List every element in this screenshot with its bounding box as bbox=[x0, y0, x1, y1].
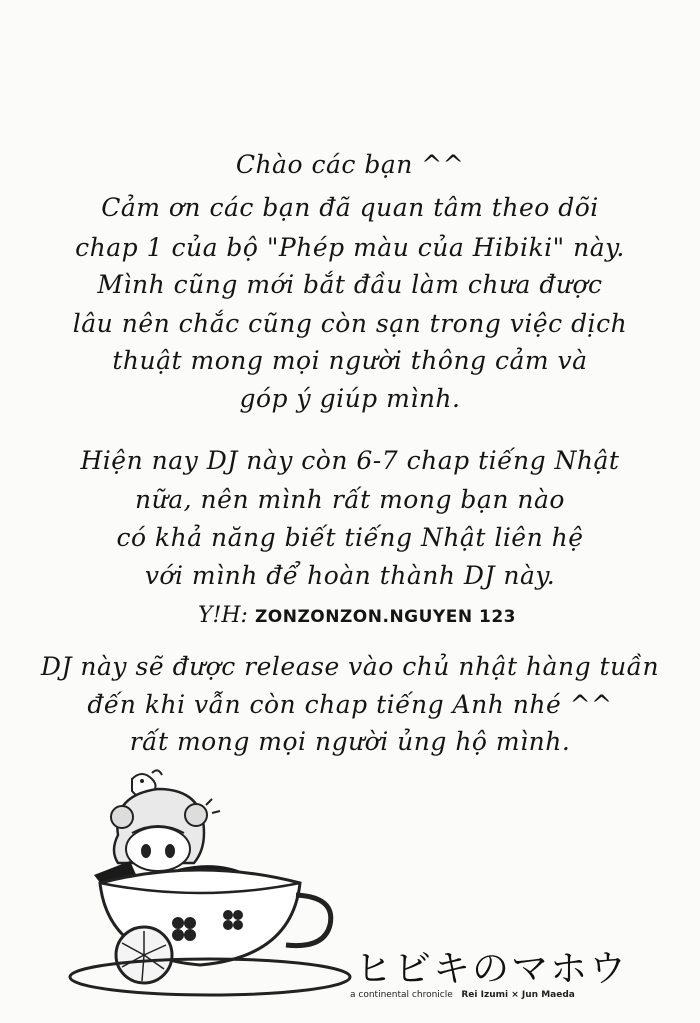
note-line: góp ý giúp mình. bbox=[239, 384, 461, 413]
logo-subtitle-line bbox=[350, 990, 670, 1000]
note-line: thuật mong mọi người thông cảm và bbox=[112, 346, 588, 375]
teacup-girl-illustration bbox=[60, 765, 360, 1005]
note-line: Cảm ơn các bạn đã quan tâm theo dõi bbox=[101, 193, 599, 222]
note-line: chap 1 của bộ "Phép màu của Hibiki" này. bbox=[75, 233, 625, 262]
closing-line: rất mong mọi người ủng hộ mình. bbox=[129, 727, 571, 756]
note-line: với mình để hoàn thành DJ này. bbox=[144, 561, 556, 590]
logo-subtitle: a continental chronicle bbox=[350, 990, 453, 1000]
logo-authors: Rei Izumi × Jun Maeda bbox=[461, 990, 575, 1000]
note-line: có khả năng biết tiếng Nhật liên hệ bbox=[116, 523, 584, 552]
note-line: Hiện nay DJ này còn 6-7 chap tiếng Nhật bbox=[80, 446, 620, 475]
closing-line: đến khi vẫn còn chap tiếng Anh nhé ^^ bbox=[87, 690, 613, 719]
closing-line: DJ này sẽ được release vào chủ nhật hàng tuần bbox=[40, 652, 660, 681]
note-line: lâu nên chắc cũng còn sạn trong việc dịch bbox=[72, 309, 628, 338]
note-line: Chào các bạn ^^ bbox=[235, 150, 465, 179]
contact-line bbox=[198, 603, 516, 628]
contact-label: Y!H: bbox=[198, 603, 248, 628]
note-line: Mình cũng mới bắt đầu làm chưa được bbox=[97, 270, 603, 299]
logo-title: ヒビキのマホウ bbox=[355, 947, 628, 990]
contact-handle: ZONZONZON.NGUYEN 123 bbox=[254, 607, 516, 627]
note-line: nữa, nên mình rất mong bạn nào bbox=[135, 485, 565, 514]
